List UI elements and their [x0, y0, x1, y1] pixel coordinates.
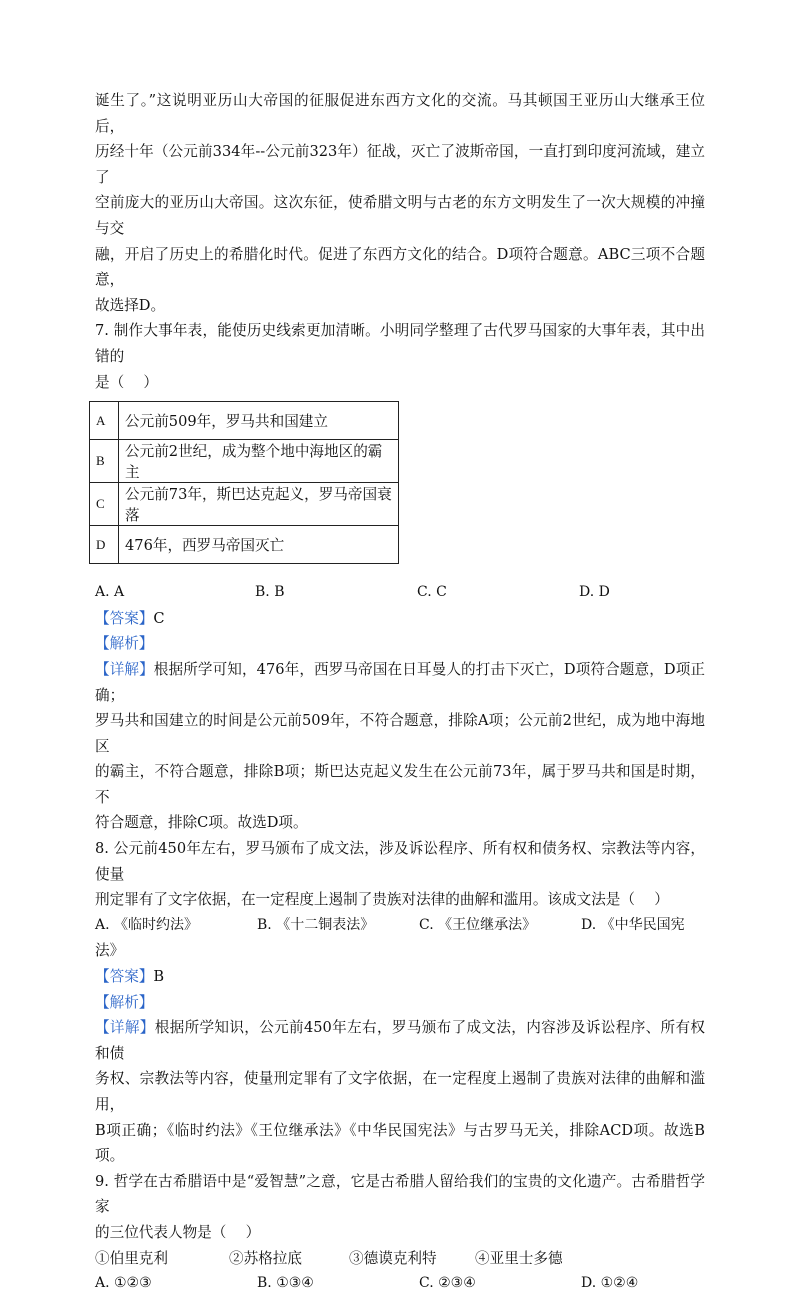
- row-text: 公元前2世纪，成为整个地中海地区的霸主: [119, 440, 399, 483]
- question-7: [95, 318, 705, 836]
- option-c: C. 《王位继承法》: [419, 916, 537, 933]
- intro-line: 诞生了。”这说明亚历山大帝国的征服促进东西方文化的交流。马其顿国王亚历山大继承王位后，: [95, 92, 705, 135]
- question-stem: 9. 哲学在古希腊语中是“爱智慧”之意，它是古希腊人留给我们的宝贵的文化遗产。古希腊哲学家: [95, 1172, 705, 1216]
- option-d: D. 《中华民国宪: [581, 916, 685, 933]
- events-table: [89, 401, 399, 564]
- intro-line: 空前庞大的亚历山大帝国。这次东征，使希腊文明与古老的东方文明发生了一次大规模的冲撞与交: [95, 194, 705, 237]
- row-key: C: [90, 483, 119, 526]
- question-stem: 7. 制作大事年表，能使历史线索更加清晰。小明同学整理了古代罗马国家的大事年表，其中出错的: [95, 322, 705, 365]
- question-8: [95, 836, 705, 1169]
- intro-paragraph: [95, 88, 705, 318]
- row-text: 公元前73年，斯巴达克起义，罗马帝国衰落: [119, 483, 399, 526]
- answer-label: 【答案】: [95, 609, 154, 627]
- table-row: [90, 526, 399, 564]
- answer-value: C: [153, 609, 165, 627]
- intro-line: 融，开启了历史上的希腊化时代。促进了东西方文化的结合。D项符合题意。ABC三项不合题意，: [95, 245, 705, 289]
- question-9: [95, 1169, 705, 1297]
- question-stem: 是（ ）: [95, 373, 159, 391]
- analysis-label: 【解析】: [95, 635, 154, 653]
- detail-line: B项正确；《临时约法》《王位继承法》《中华民国宪法》与古罗马无关，排除ACD项。故选B项。: [95, 1121, 705, 1165]
- person-2: ②苏格拉底: [229, 1249, 302, 1267]
- options-row: [95, 913, 705, 939]
- question-stem: 刑定罪有了文字依据，在一定程度上遏制了贵族对法律的曲解和滥用。该成文法是（ ）: [95, 891, 669, 909]
- options-row: [95, 1271, 705, 1297]
- question-stem: 的三位代表人物是（ ）: [95, 1223, 261, 1241]
- analysis-label: 【解析】: [95, 993, 154, 1011]
- person-4: ④亚里士多德: [475, 1249, 563, 1267]
- intro-line: 故选择D。: [95, 296, 166, 314]
- option-b: B. B: [255, 584, 285, 601]
- table-row: [90, 440, 399, 483]
- option-d: D. ①②④: [581, 1275, 639, 1292]
- option-a: A. ①②③: [95, 1275, 152, 1292]
- answer-line: [95, 606, 705, 632]
- option-d: D. D: [579, 584, 610, 601]
- answer-label: 【答案】: [95, 968, 154, 986]
- detail-text: 根据所学可知，476年，西罗马帝国在日耳曼人的打击下灭亡，D项符合题意，D项正确；: [95, 660, 705, 704]
- row-text: 公元前509年，罗马共和国建立: [119, 402, 399, 440]
- intro-line: 历经十年（公元前334年--公元前323年）征战，灭亡了波斯帝国，一直打到印度河流域，建立了: [95, 143, 705, 186]
- person-1: ①伯里克利: [95, 1249, 168, 1267]
- option-c: C. ②③④: [419, 1275, 476, 1292]
- option-b: B. 《十二铜表法》: [257, 916, 375, 933]
- table-row: [90, 402, 399, 440]
- option-c: C. C: [417, 584, 447, 601]
- table-row: [90, 483, 399, 526]
- row-key: A: [90, 402, 119, 440]
- answer-line: [95, 964, 705, 990]
- detail-line: 务权、宗教法等内容，使量刑定罪有了文字依据，在一定程度上遏制了贵族对法律的曲解和滥用，: [95, 1070, 705, 1113]
- person-3: ③德谟克利特: [349, 1249, 437, 1267]
- option-wrap: 法》: [95, 942, 125, 960]
- detail-line: 符合题意，排除C项。故选D项。: [95, 814, 308, 832]
- people-row: [95, 1246, 705, 1272]
- answer-value: B: [153, 968, 165, 986]
- option-a: A. A: [95, 584, 125, 601]
- detail-label: 【详解】: [95, 1019, 155, 1037]
- row-text: 476年，西罗马帝国灭亡: [119, 526, 399, 564]
- detail-line: [95, 657, 705, 708]
- detail-line: 的霸主，不符合题意，排除B项；斯巴达克起义发生在公元前73年，属于罗马共和国是时期，不: [95, 763, 705, 806]
- detail-line: 罗马共和国建立的时间是公元前509年，不符合题意，排除A项；公元前2世纪，成为地中海地区: [95, 712, 705, 755]
- option-b: B. ①③④: [257, 1275, 314, 1292]
- detail-label: 【详解】: [95, 660, 154, 678]
- options-row: [95, 580, 705, 606]
- detail-line: [95, 1015, 705, 1066]
- option-a: A. 《临时约法》: [95, 916, 199, 933]
- question-stem: 8. 公元前450年左右，罗马颁布了成文法，涉及诉讼程序、所有权和债务权、宗教法等内容，使量: [95, 840, 705, 883]
- row-key: D: [90, 526, 119, 564]
- document-page: [95, 88, 705, 1297]
- detail-text: 根据所学知识，公元前450年左右，罗马颁布了成文法，内容涉及诉讼程序、所有权和债: [95, 1019, 705, 1062]
- row-key: B: [90, 440, 119, 483]
